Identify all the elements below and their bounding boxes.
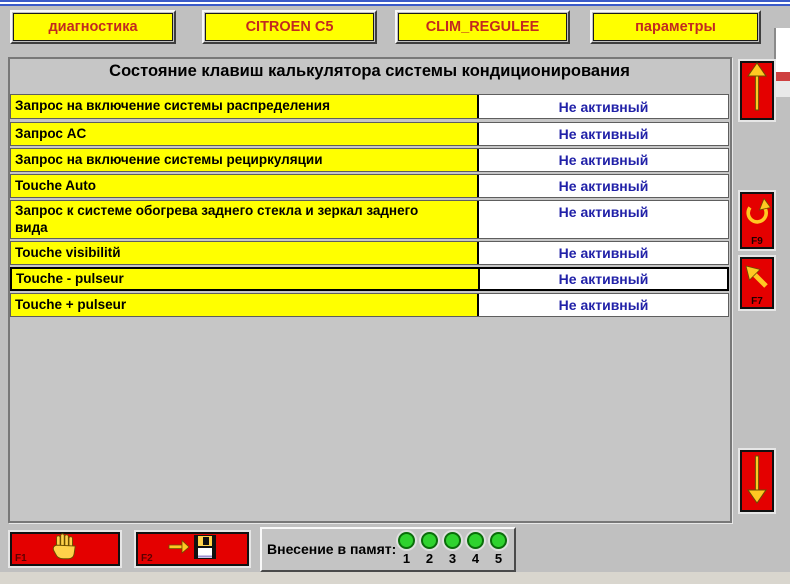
row-label-cell <box>11 175 479 197</box>
table-row[interactable] <box>10 241 729 265</box>
row-value-cell <box>479 242 728 264</box>
memory-slot <box>464 529 487 566</box>
row-status: Не активный <box>558 245 649 261</box>
fkey-label: F7 <box>751 296 763 307</box>
table-row[interactable] <box>10 200 729 239</box>
scroll-down-button[interactable] <box>738 448 776 514</box>
nav-button-face <box>398 13 567 41</box>
row-label: Запрос AC <box>15 125 87 141</box>
row-label: Touche - pulseur <box>16 270 124 286</box>
memory-slots <box>395 529 510 566</box>
edit-f7-button[interactable] <box>738 255 776 311</box>
row-label: Запрос на включение системы рециркуляции <box>15 151 323 167</box>
row-label: Запрос к системе обогрева заднего стекла и зеркал заднего вида <box>15 202 419 235</box>
table-row[interactable] <box>10 293 729 317</box>
top-border-line <box>0 4 790 6</box>
row-label-cell <box>11 149 479 171</box>
row-label: Touche + pulseur <box>15 296 127 312</box>
row-status: Не активный <box>558 204 649 220</box>
row-label-cell <box>12 269 480 289</box>
memory-slot-number: 5 <box>494 551 503 566</box>
nav-button-label: CLIM_REGULEE <box>425 19 540 35</box>
bottom-strip <box>0 572 790 584</box>
background-window-fragment <box>776 28 790 72</box>
page-title: Состояние клавиш калькулятора системы кондиционирования <box>109 62 630 80</box>
background-window-fragment <box>776 72 790 81</box>
nav-button-label: параметры <box>635 19 716 35</box>
arrow-up-left-icon <box>743 263 771 296</box>
button-face <box>740 61 774 120</box>
memory-slot <box>441 529 464 566</box>
refresh-f9-button[interactable] <box>738 190 776 251</box>
memory-slot-led <box>421 532 438 549</box>
row-value-cell <box>479 149 728 171</box>
table-row[interactable] <box>10 174 729 198</box>
nav-button-face <box>13 13 173 41</box>
arrow-up-icon <box>742 61 772 120</box>
row-label-cell <box>11 242 479 264</box>
row-value-cell <box>479 175 728 197</box>
row-value-cell <box>479 123 728 145</box>
row-label-cell <box>11 294 479 316</box>
fkey-label: F9 <box>751 236 763 247</box>
nav-button-label: диагностика <box>48 19 138 35</box>
row-status: Не активный <box>558 126 649 142</box>
memory-label: Внесение в памят: <box>267 541 397 557</box>
button-face <box>740 450 774 512</box>
memory-slot <box>487 529 510 566</box>
nav-button-face <box>205 13 374 41</box>
row-status: Не активный <box>558 178 649 194</box>
memory-slot-led <box>490 532 507 549</box>
button-face <box>136 532 249 566</box>
fkey-label: F1 <box>15 553 27 564</box>
button-face <box>740 257 774 309</box>
background-window-fragment <box>776 81 790 97</box>
table-row[interactable] <box>10 94 729 119</box>
scroll-up-button[interactable] <box>738 59 776 122</box>
table-row[interactable] <box>10 148 729 172</box>
row-label: Запрос на включение системы распределения <box>15 98 330 114</box>
nav-button-label: CITROEN C5 <box>245 19 334 35</box>
row-status: Не активный <box>558 297 649 313</box>
stop-hand-icon <box>50 532 80 567</box>
row-label-cell <box>11 123 479 145</box>
row-status: Не активный <box>558 98 649 115</box>
memory-status-panel <box>260 527 516 572</box>
memory-slot-number: 2 <box>425 551 434 566</box>
row-status: Не активный <box>558 271 649 287</box>
arrow-down-icon <box>742 451 772 512</box>
memory-slot <box>418 529 441 566</box>
nav-button-ecu[interactable] <box>395 10 570 44</box>
memory-slot-number: 1 <box>402 551 411 566</box>
row-label-cell <box>11 201 479 238</box>
row-label: Touche Auto <box>15 177 96 193</box>
row-value-cell <box>479 201 728 238</box>
memory-slot-led <box>444 532 461 549</box>
row-status: Не активный <box>558 152 649 168</box>
button-face <box>740 192 774 249</box>
nav-button-diagnostics[interactable] <box>10 10 176 44</box>
rotate-ccw-icon <box>742 198 772 235</box>
memory-slot-led <box>398 532 415 549</box>
table-row[interactable] <box>10 122 729 146</box>
save-to-disk-icon <box>167 533 219 566</box>
button-face <box>10 532 120 566</box>
memory-slot <box>395 529 418 566</box>
stop-f1-button[interactable] <box>8 530 122 568</box>
nav-button-parameters[interactable] <box>590 10 761 44</box>
row-value-cell <box>480 269 727 289</box>
row-label-cell <box>11 95 479 118</box>
save-f2-button[interactable] <box>134 530 251 568</box>
row-label: Touche visibilitй <box>15 244 121 260</box>
nav-button-face <box>593 13 758 41</box>
row-value-cell <box>479 95 728 118</box>
memory-slot-number: 3 <box>448 551 457 566</box>
row-value-cell <box>479 294 728 316</box>
nav-button-vehicle[interactable] <box>202 10 377 44</box>
memory-slot-led <box>467 532 484 549</box>
memory-slot-number: 4 <box>471 551 480 566</box>
table-row-selected[interactable] <box>10 267 729 291</box>
fkey-label: F2 <box>141 553 153 564</box>
